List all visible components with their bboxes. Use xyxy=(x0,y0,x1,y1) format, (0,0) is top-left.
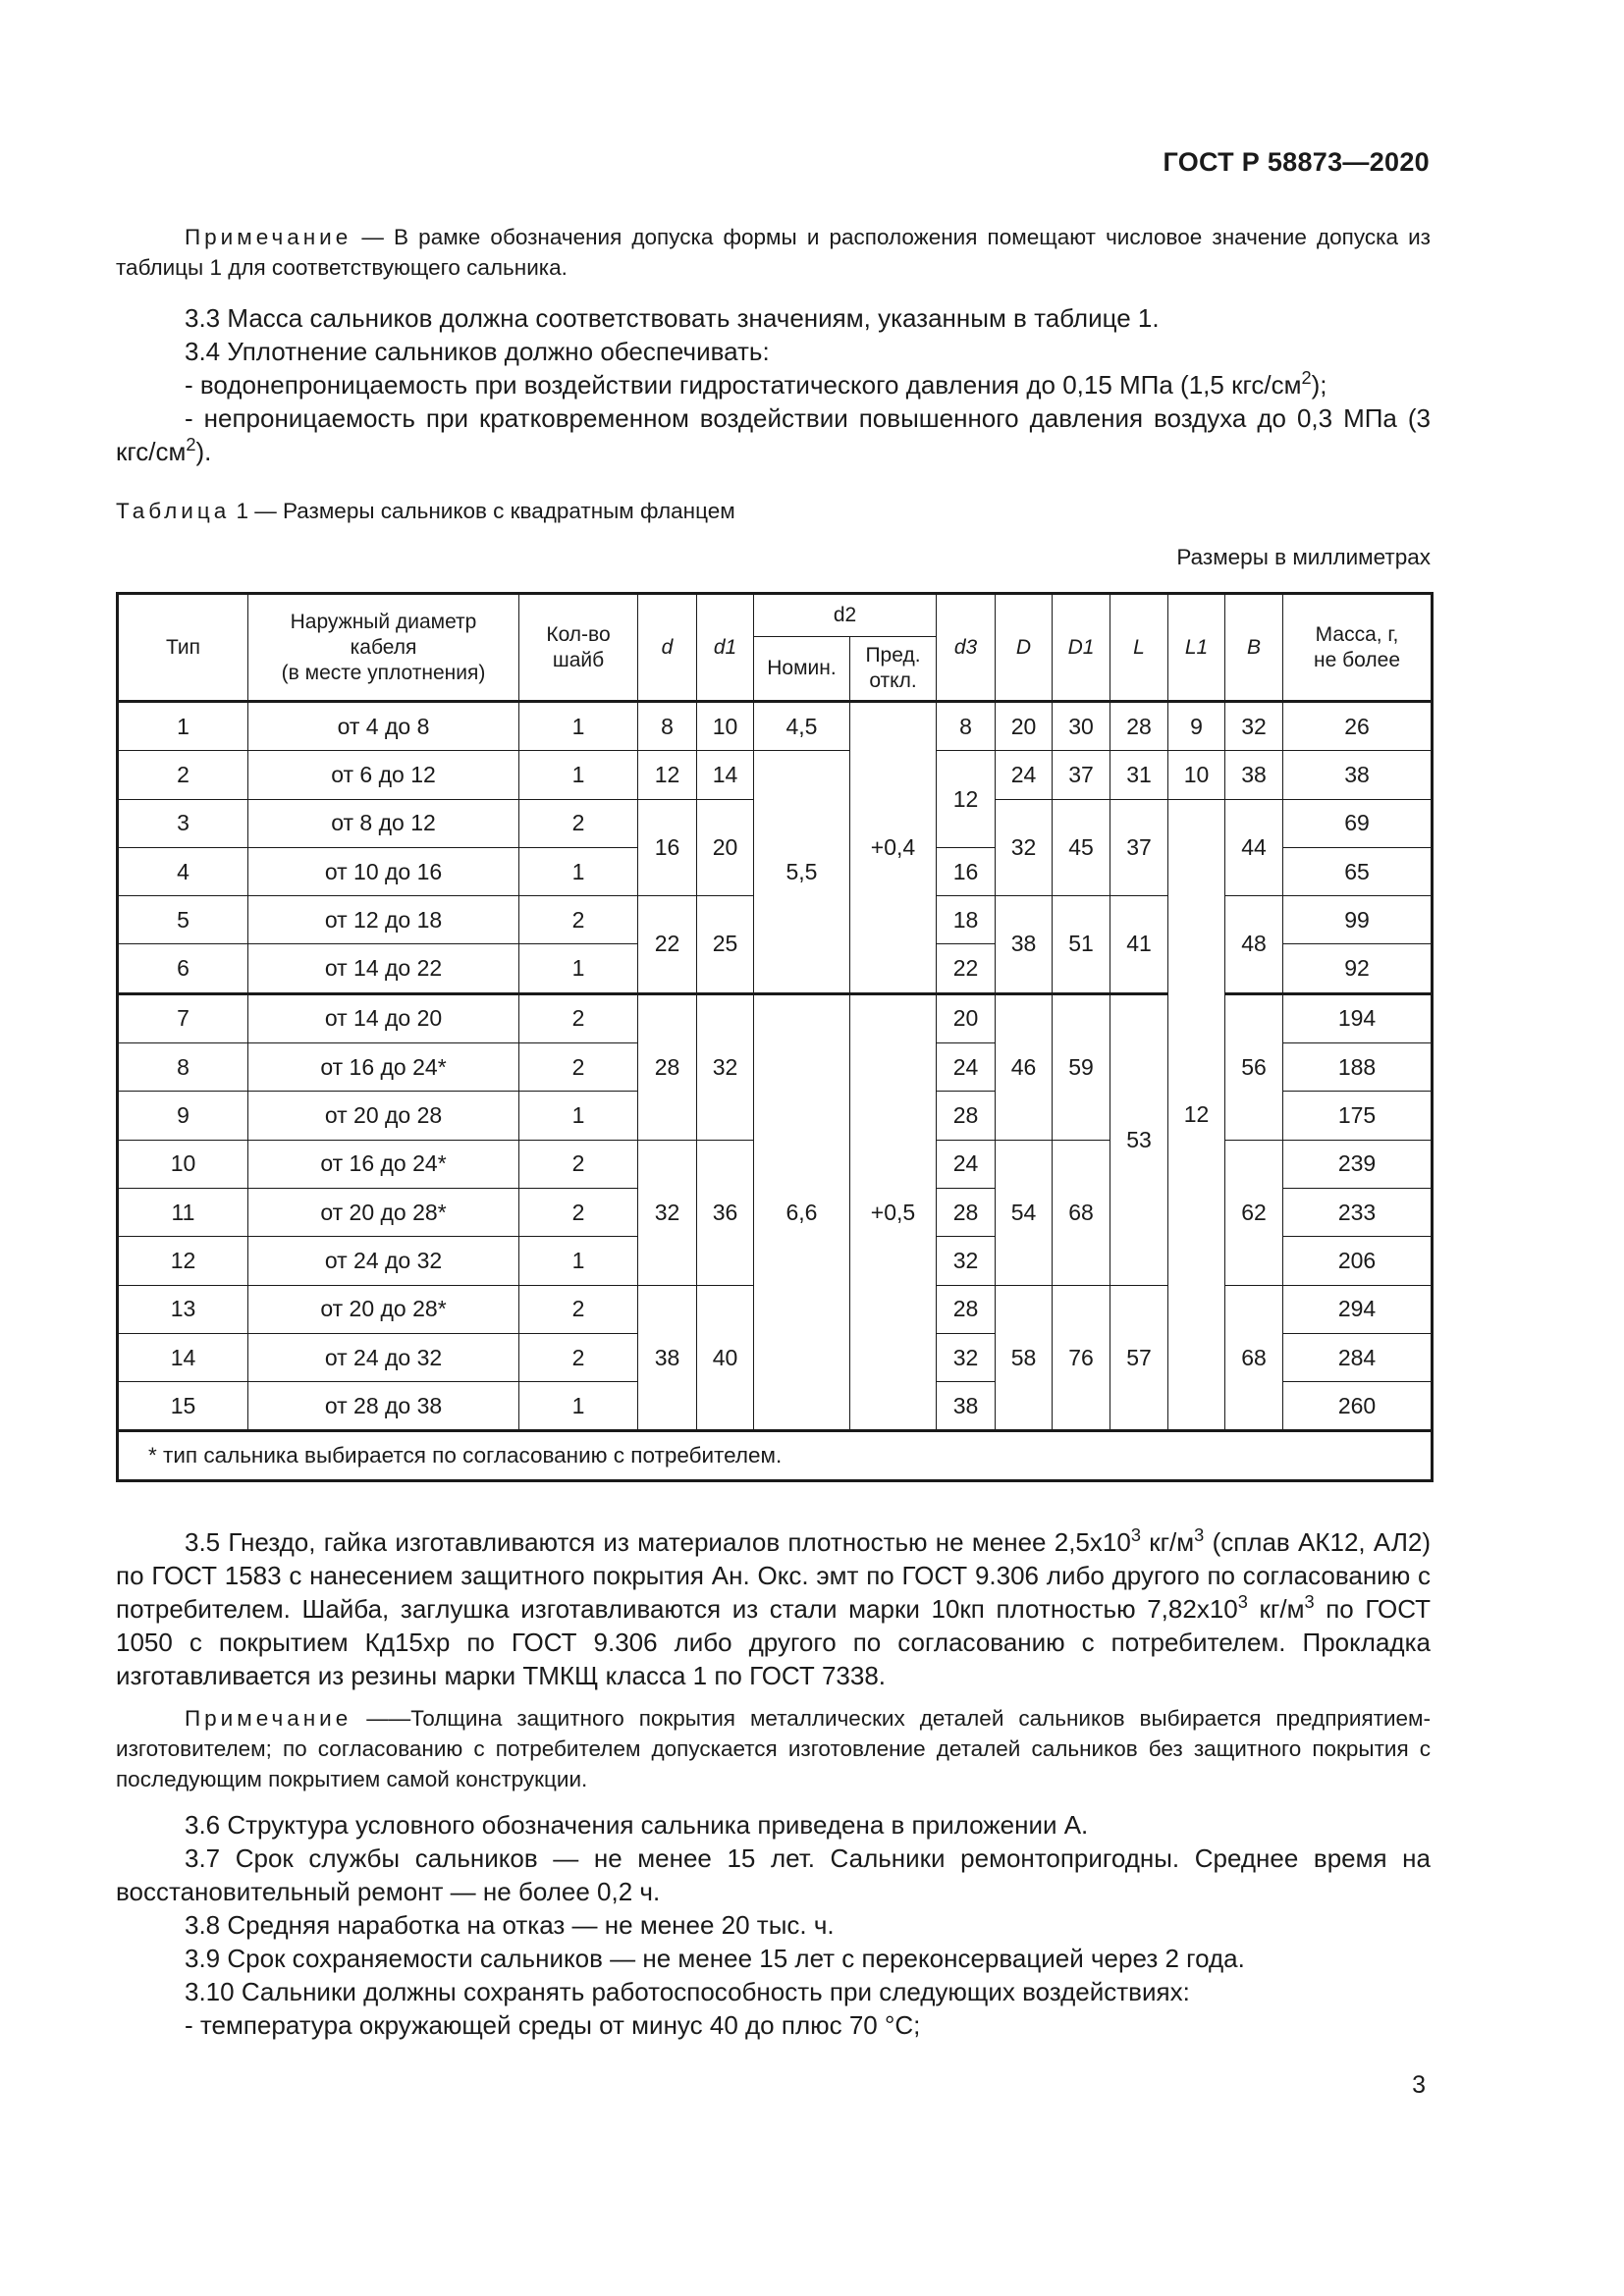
paragraph-3-4: 3.4 Уплотнение сальников должно обеспечивать: xyxy=(185,337,770,366)
table-units: Размеры в миллиметрах xyxy=(1176,545,1431,569)
cell-D1: 37 xyxy=(1053,751,1110,799)
cell-D: 38 xyxy=(996,896,1053,994)
cell-B: 38 xyxy=(1225,751,1283,799)
note-1-text xyxy=(116,222,1431,283)
cell-type: 3 xyxy=(118,799,248,847)
table-title xyxy=(116,499,1431,524)
cell-type: 4 xyxy=(118,847,248,895)
cell-mass: 194 xyxy=(1283,993,1433,1042)
header-diameter xyxy=(248,594,519,702)
cell-washers: 1 xyxy=(519,751,638,799)
cell-type: 6 xyxy=(118,944,248,993)
header-mass-l2: не более xyxy=(1314,648,1400,671)
cell-d3: 28 xyxy=(937,1092,996,1140)
table-wrap xyxy=(116,592,1431,1482)
cell-washers: 1 xyxy=(519,847,638,895)
header-mass-l1: Масса, г, xyxy=(1315,622,1399,646)
cell-D1: 51 xyxy=(1053,896,1110,994)
paragraphs-bottom xyxy=(116,1808,1431,2042)
cell-d3: 32 xyxy=(937,1333,996,1381)
p35-sup-1: 3 xyxy=(1130,1525,1141,1545)
cell-d2-tolerance: +0,5 xyxy=(850,993,937,1431)
cell-B: 62 xyxy=(1225,1140,1283,1285)
paragraph-3-9: 3.9 Срок сохраняемости сальников — не менее 15 лет с переконсервацией через 2 года. xyxy=(185,1944,1245,1973)
cell-type: 14 xyxy=(118,1333,248,1381)
table-title-label: Таблица xyxy=(116,499,231,523)
cell-mass: 38 xyxy=(1283,751,1433,799)
header-mass xyxy=(1283,594,1433,702)
cell-type: 11 xyxy=(118,1188,248,1236)
cell-d2-nominal: 4,5 xyxy=(754,702,850,751)
cell-d3: 38 xyxy=(937,1382,996,1431)
header-D: D xyxy=(996,594,1053,702)
header-washers xyxy=(519,594,638,702)
cell-d3: 22 xyxy=(937,944,996,993)
table-row xyxy=(118,993,1433,1042)
cell-type: 13 xyxy=(118,1285,248,1333)
header-d1: d1 xyxy=(697,594,754,702)
cell-diameter: от 20 до 28* xyxy=(248,1188,519,1236)
cell-D: 54 xyxy=(996,1140,1053,1285)
cell-mass: 175 xyxy=(1283,1092,1433,1140)
cell-type: 9 xyxy=(118,1092,248,1140)
cell-diameter: от 20 до 28* xyxy=(248,1285,519,1333)
cell-D1: 68 xyxy=(1053,1140,1110,1285)
cell-diameter: от 16 до 24* xyxy=(248,1140,519,1188)
note-2-body: ——Толщина защитного покрытия металлических деталей сальников выбирается предприятием-изготовителем; по согласованию с потребителем допускается изготовление деталей сальников без защитного покрытия с последующим покрытием самой конструкции. xyxy=(116,1706,1431,1791)
document-code: ГОСТ Р 58873—2020 xyxy=(1163,147,1430,177)
item-b-tail: ). xyxy=(195,437,212,466)
note-1 xyxy=(116,222,1431,283)
p35-sup-3: 3 xyxy=(1237,1592,1248,1612)
cell-mass: 233 xyxy=(1283,1188,1433,1236)
cell-diameter: от 14 до 22 xyxy=(248,944,519,993)
cell-d2-tolerance: +0,4 xyxy=(850,702,937,994)
cell-type: 7 xyxy=(118,993,248,1042)
header-type: Тип xyxy=(118,594,248,702)
cell-D: 32 xyxy=(996,799,1053,896)
p35-sup-2: 3 xyxy=(1194,1525,1205,1545)
cell-mass: 69 xyxy=(1283,799,1433,847)
cell-mass: 294 xyxy=(1283,1285,1433,1333)
item-a-sup: 2 xyxy=(1301,368,1312,388)
cell-L: 37 xyxy=(1110,799,1168,896)
cell-mass: 92 xyxy=(1283,944,1433,993)
paragraph-3-4-item-b xyxy=(116,401,1431,468)
cell-L1: 12 xyxy=(1168,799,1225,1431)
cell-L: 53 xyxy=(1110,993,1168,1285)
paragraph-3-10-item-a: - температура окружающей среды от минус 40 до плюс 70 °С; xyxy=(185,2010,921,2040)
cell-mass: 26 xyxy=(1283,702,1433,751)
cell-washers: 2 xyxy=(519,896,638,944)
page-number: 3 xyxy=(1412,2071,1426,2099)
item-a-tail: ); xyxy=(1311,370,1327,400)
cell-d1: 36 xyxy=(697,1140,754,1285)
header-d: d xyxy=(638,594,697,702)
cell-d2-nominal: 5,5 xyxy=(754,751,850,993)
cell-diameter: от 4 до 8 xyxy=(248,702,519,751)
cell-L1: 9 xyxy=(1168,702,1225,751)
cell-washers: 1 xyxy=(519,1092,638,1140)
cell-washers: 1 xyxy=(519,702,638,751)
cell-diameter: от 24 до 32 xyxy=(248,1333,519,1381)
paragraph-3-3: 3.3 Масса сальников должна соответствовать значениям, указанным в таблице 1. xyxy=(185,303,1160,333)
cell-mass: 239 xyxy=(1283,1140,1433,1188)
cell-d3: 12 xyxy=(937,751,996,848)
cell-d1: 14 xyxy=(697,751,754,799)
cell-diameter: от 16 до 24* xyxy=(248,1043,519,1092)
cell-B: 44 xyxy=(1225,799,1283,896)
item-b-sup: 2 xyxy=(186,435,196,454)
cell-D: 24 xyxy=(996,751,1053,799)
header-B: B xyxy=(1225,594,1283,702)
cell-L1: 10 xyxy=(1168,751,1225,799)
cell-mass: 284 xyxy=(1283,1333,1433,1381)
cell-d: 38 xyxy=(638,1285,697,1431)
paragraph-3-7: 3.7 Срок службы сальников — не менее 15 лет. Сальники ремонтопригодны. Среднее время на восстановительный ремонт — не более 0,2 ч. xyxy=(116,1843,1431,1906)
header-diameter-l3: (в месте уплотнения) xyxy=(281,661,486,684)
cell-washers: 1 xyxy=(519,1237,638,1285)
table-units-wrap xyxy=(116,545,1431,570)
header-L1: L1 xyxy=(1168,594,1225,702)
cell-diameter: от 12 до 18 xyxy=(248,896,519,944)
header-L: L xyxy=(1110,594,1168,702)
cell-L: 28 xyxy=(1110,702,1168,751)
table-row xyxy=(118,751,1433,799)
cell-diameter: от 20 до 28 xyxy=(248,1092,519,1140)
cell-d3: 16 xyxy=(937,847,996,895)
cell-d: 28 xyxy=(638,993,697,1140)
cell-d3: 32 xyxy=(937,1237,996,1285)
header-D1: D1 xyxy=(1053,594,1110,702)
p35-part-b: кг/м xyxy=(1140,1527,1195,1557)
cell-d: 12 xyxy=(638,751,697,799)
cell-washers: 2 xyxy=(519,993,638,1042)
cell-washers: 2 xyxy=(519,1140,638,1188)
cell-d: 32 xyxy=(638,1140,697,1285)
p35-part-a: 3.5 Гнездо, гайка изготавливаются из материалов плотностью не менее 2,5x10 xyxy=(185,1527,1131,1557)
paragraph-3-6: 3.6 Структура условного обозначения сальника приведена в приложении А. xyxy=(185,1810,1089,1840)
header-diameter-l2: кабеля xyxy=(350,635,417,659)
cell-type: 2 xyxy=(118,751,248,799)
table-footnote: * тип сальника выбирается по согласованию с потребителем. xyxy=(118,1431,1433,1481)
paragraph-3-8: 3.8 Средняя наработка на отказ — не менее 20 тыс. ч. xyxy=(185,1910,835,1940)
cell-d1: 40 xyxy=(697,1285,754,1431)
p35-part-d: кг/м xyxy=(1247,1594,1305,1624)
cell-d3: 28 xyxy=(937,1188,996,1236)
cell-B: 68 xyxy=(1225,1285,1283,1431)
cell-washers: 2 xyxy=(519,1188,638,1236)
p35-part-e: по ГОСТ 1050 с покрытием Кд15хр по ГОСТ 9.306 либо другого по согласованию с потребителем. Прокладка изготавливается из резины марки ТМКЩ класса 1 по ГОСТ 7338. xyxy=(116,1594,1431,1690)
cell-D1: 45 xyxy=(1053,799,1110,896)
paragraph-3-5 xyxy=(116,1525,1431,1692)
cell-type: 5 xyxy=(118,896,248,944)
cell-washers: 2 xyxy=(519,799,638,847)
dimensions-table xyxy=(116,592,1434,1482)
table-footnote-row xyxy=(118,1431,1433,1481)
paragraph-3-4-item-a xyxy=(116,368,1431,401)
cell-d3: 24 xyxy=(937,1043,996,1092)
note-1-body: — В рамке обозначения допуска формы и расположения помещают числовое значение допуска из таблицы 1 для соответствующего сальника. xyxy=(116,225,1431,280)
p35-part-c: (сплав АК12, АЛ2) по ГОСТ 1583 с нанесением защитного покрытия Ан. Окс. эмт по ГОСТ 9.306 либо другого по согласованию с потребителем. Шайба, заглушка изготавливаются из стали марки 10кп плотностью 7,82x10 xyxy=(116,1527,1431,1624)
cell-d1: 25 xyxy=(697,896,754,994)
cell-D: 46 xyxy=(996,993,1053,1140)
cell-diameter: от 8 до 12 xyxy=(248,799,519,847)
cell-washers: 2 xyxy=(519,1333,638,1381)
cell-d: 22 xyxy=(638,896,697,994)
cell-washers: 2 xyxy=(519,1043,638,1092)
cell-diameter: от 14 до 20 xyxy=(248,993,519,1042)
paragraphs-top xyxy=(116,301,1431,468)
cell-D: 58 xyxy=(996,1285,1053,1431)
cell-d1: 32 xyxy=(697,993,754,1140)
cell-L: 31 xyxy=(1110,751,1168,799)
cell-D1: 59 xyxy=(1053,993,1110,1140)
header-diameter-l1: Наружный диаметр xyxy=(290,610,477,633)
p35-sup-4: 3 xyxy=(1304,1592,1315,1612)
cell-mass: 260 xyxy=(1283,1382,1433,1431)
item-a-text: - водонепроницаемость при воздействии гидростатического давления до 0,15 МПа (1,5 кгс/см xyxy=(185,370,1302,400)
cell-d3: 24 xyxy=(937,1140,996,1188)
cell-d3: 28 xyxy=(937,1285,996,1333)
cell-type: 15 xyxy=(118,1382,248,1431)
cell-B: 48 xyxy=(1225,896,1283,994)
table-row xyxy=(118,702,1433,751)
table-body xyxy=(118,702,1433,1481)
cell-mass: 206 xyxy=(1283,1237,1433,1285)
table-title-text: 1 — Размеры сальников с квадратным фланцем xyxy=(230,499,735,523)
note-2-text xyxy=(116,1703,1431,1794)
paragraph-3-10: 3.10 Сальники должны сохранять работоспособность при следующих воздействиях: xyxy=(185,1977,1190,2006)
cell-d: 8 xyxy=(638,702,697,751)
header-washers-l1: Кол-во xyxy=(546,622,611,646)
cell-d3: 18 xyxy=(937,896,996,944)
cell-mass: 65 xyxy=(1283,847,1433,895)
cell-B: 32 xyxy=(1225,702,1283,751)
cell-D: 20 xyxy=(996,702,1053,751)
cell-type: 12 xyxy=(118,1237,248,1285)
cell-B: 56 xyxy=(1225,993,1283,1140)
header-d2: d2 xyxy=(754,594,937,637)
header-washers-l2: шайб xyxy=(552,648,605,671)
header-d2-tolerance xyxy=(850,637,937,702)
item-b-text: - непроницаемость при кратковременном воздействии повышенного давления воздуха до 0,3 МПа (3 кгс/см xyxy=(116,403,1431,466)
table-header xyxy=(118,594,1433,702)
cell-D1: 30 xyxy=(1053,702,1110,751)
cell-d2-nominal: 6,6 xyxy=(754,993,850,1431)
cell-type: 8 xyxy=(118,1043,248,1092)
header-d3: d3 xyxy=(937,594,996,702)
cell-D1: 76 xyxy=(1053,1285,1110,1431)
header-d2-tol-l2: откл. xyxy=(869,669,917,692)
cell-diameter: от 28 до 38 xyxy=(248,1382,519,1431)
header-d2-tol-l1: Пред. xyxy=(865,644,921,667)
cell-d3: 8 xyxy=(937,702,996,751)
cell-mass: 99 xyxy=(1283,896,1433,944)
paragraph-3-5-wrap xyxy=(116,1525,1431,1692)
header-d2-nominal: Номин. xyxy=(754,637,850,702)
note-2 xyxy=(116,1703,1431,1794)
cell-diameter: от 6 до 12 xyxy=(248,751,519,799)
cell-L: 57 xyxy=(1110,1285,1168,1431)
cell-washers: 2 xyxy=(519,1285,638,1333)
cell-mass: 188 xyxy=(1283,1043,1433,1092)
table-caption xyxy=(116,499,1431,524)
note-2-label: Примечание xyxy=(185,1706,352,1731)
cell-d3: 20 xyxy=(937,993,996,1042)
cell-d1: 10 xyxy=(697,702,754,751)
cell-d: 16 xyxy=(638,799,697,896)
note-1-label: Примечание xyxy=(185,225,352,249)
cell-washers: 1 xyxy=(519,944,638,993)
cell-washers: 1 xyxy=(519,1382,638,1431)
cell-diameter: от 24 до 32 xyxy=(248,1237,519,1285)
cell-diameter: от 10 до 16 xyxy=(248,847,519,895)
cell-type: 1 xyxy=(118,702,248,751)
cell-type: 10 xyxy=(118,1140,248,1188)
cell-d1: 20 xyxy=(697,799,754,896)
cell-L: 41 xyxy=(1110,896,1168,994)
